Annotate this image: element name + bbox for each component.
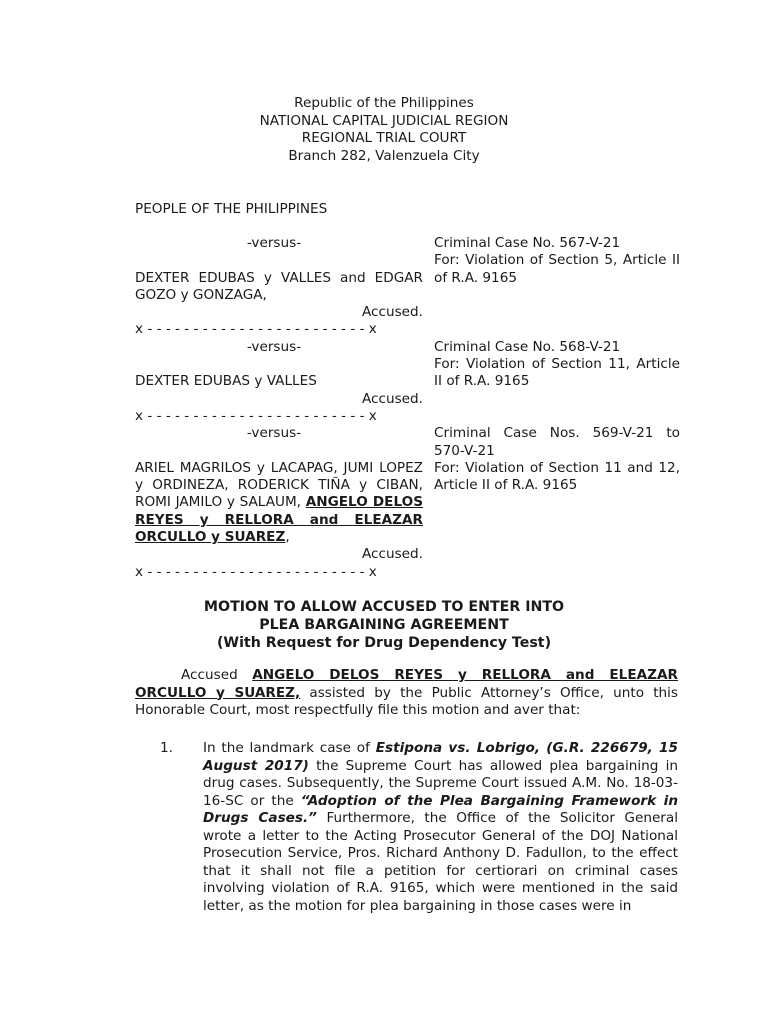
header-branch: Branch 282, Valenzuela City (288, 147, 480, 164)
title-line-2: PLEA BARGAINING AGREEMENT (259, 617, 509, 633)
case-number: Criminal Case No. 567-V-21 (434, 235, 621, 251)
header-court: REGIONAL TRIAL COURT (301, 130, 467, 146)
case-offense: For: Violation of Section 11, Article II of R.A. 9165 (434, 356, 680, 390)
header-region: NATIONAL CAPITAL JUDICIAL REGION (259, 112, 509, 129)
accused-names-comma: , (285, 529, 290, 546)
paragraph-text-1: In the landmark case of (203, 740, 370, 756)
intro-movant-names: ANGELO DELOS REYES y RELLORA and ELEAZAR ORCULLO y SUAREZ, (135, 667, 678, 701)
title-line-1: MOTION TO ALLOW ACCUSED TO ENTER INTO (203, 599, 565, 615)
case-citation: Estipona vs. Lobrigo, (G.R. 226679, 15 August 2017) (203, 740, 678, 774)
separator-line: x - - - - - - - - - - - - - - - - - - - - - - - - x (135, 563, 377, 580)
case-number: Criminal Case No. 568-V-21 (434, 338, 621, 355)
case-offense: For: Violation of Section 5, Article II of R.A. 9165 (434, 252, 680, 286)
paragraph-text-2: the Supreme Court has allowed plea bargaining in drug cases. Subsequently, the Supreme Court issued A.M. No. 18-03-16-SC or the (203, 757, 678, 809)
intro-rest: assisted by the Public Attorney’s Office, unto this Honorable Court, most respectfully file this motion and aver that: (135, 684, 679, 718)
paragraph-number: 1. (160, 740, 173, 756)
court-header (0, 95, 768, 165)
case-block-1 (135, 235, 680, 339)
header-republic: Republic of the Philippines (294, 95, 474, 111)
case-block-2 (135, 339, 680, 425)
accused-names-plain: ARIEL MAGRILOS y LACAPAG, JUMI LOPEZ y ORDINEZA, RODERICK TIÑA y CIBAN, ROMI JAMILO y SALAUM, (135, 459, 423, 511)
separator-line: x - - - - - - - - - - - - - - - - - - - - - - - - x (135, 321, 377, 338)
paragraph-text-3: Furthermore, the Office of the Solicitor General wrote a letter to the Acting Prosecutor General of the DOJ National Prosecution Service, Pros. Richard Anthony D. Fadullon, to the effect that it shall not file a petition for certiorari on criminal cases involving violation of R.A. 9165, which were mentioned in the said letter, as the motion for plea bargaining in those cases were in (203, 810, 678, 914)
versus-label: -versus- (246, 338, 302, 355)
accused-names (135, 460, 423, 546)
versus-label: -versus- (246, 425, 302, 442)
plaintiff-name: PEOPLE OF THE PHILIPPINES (135, 201, 328, 217)
case-offense: For: Violation of Section 11 and 12, Article II of R.A. 9165 (434, 459, 680, 494)
case-caption (135, 235, 680, 581)
accused-label: Accused. (361, 546, 423, 563)
numbered-paragraph-1 (135, 740, 678, 915)
accused-names-movants: ANGELO DELOS REYES y RELLORA and ELEAZAR ORCULLO y SUAREZ (135, 494, 423, 546)
intro-lead: Accused (181, 667, 238, 683)
separator-line: x - - - - - - - - - - - - - - - - - - - - - - - - x (135, 407, 377, 424)
accused-label: Accused. (361, 304, 423, 321)
case-number: Criminal Case Nos. 569-V-21 to 570-V-21 (434, 425, 680, 459)
case-block-3 (135, 425, 680, 581)
accused-names: DEXTER EDUBAS y VALLES (135, 373, 317, 390)
motion-title (0, 598, 768, 652)
framework-quote: “Adoption of the Plea Bargaining Framework in Drugs Cases.” (203, 792, 678, 826)
versus-label: -versus- (246, 235, 302, 251)
intro-paragraph (135, 667, 678, 720)
title-line-3: (With Request for Drug Dependency Test) (216, 635, 552, 651)
accused-names: DEXTER EDUBAS y VALLES and EDGAR GOZO y GONZAGA, (135, 269, 423, 303)
accused-label: Accused. (361, 390, 423, 407)
